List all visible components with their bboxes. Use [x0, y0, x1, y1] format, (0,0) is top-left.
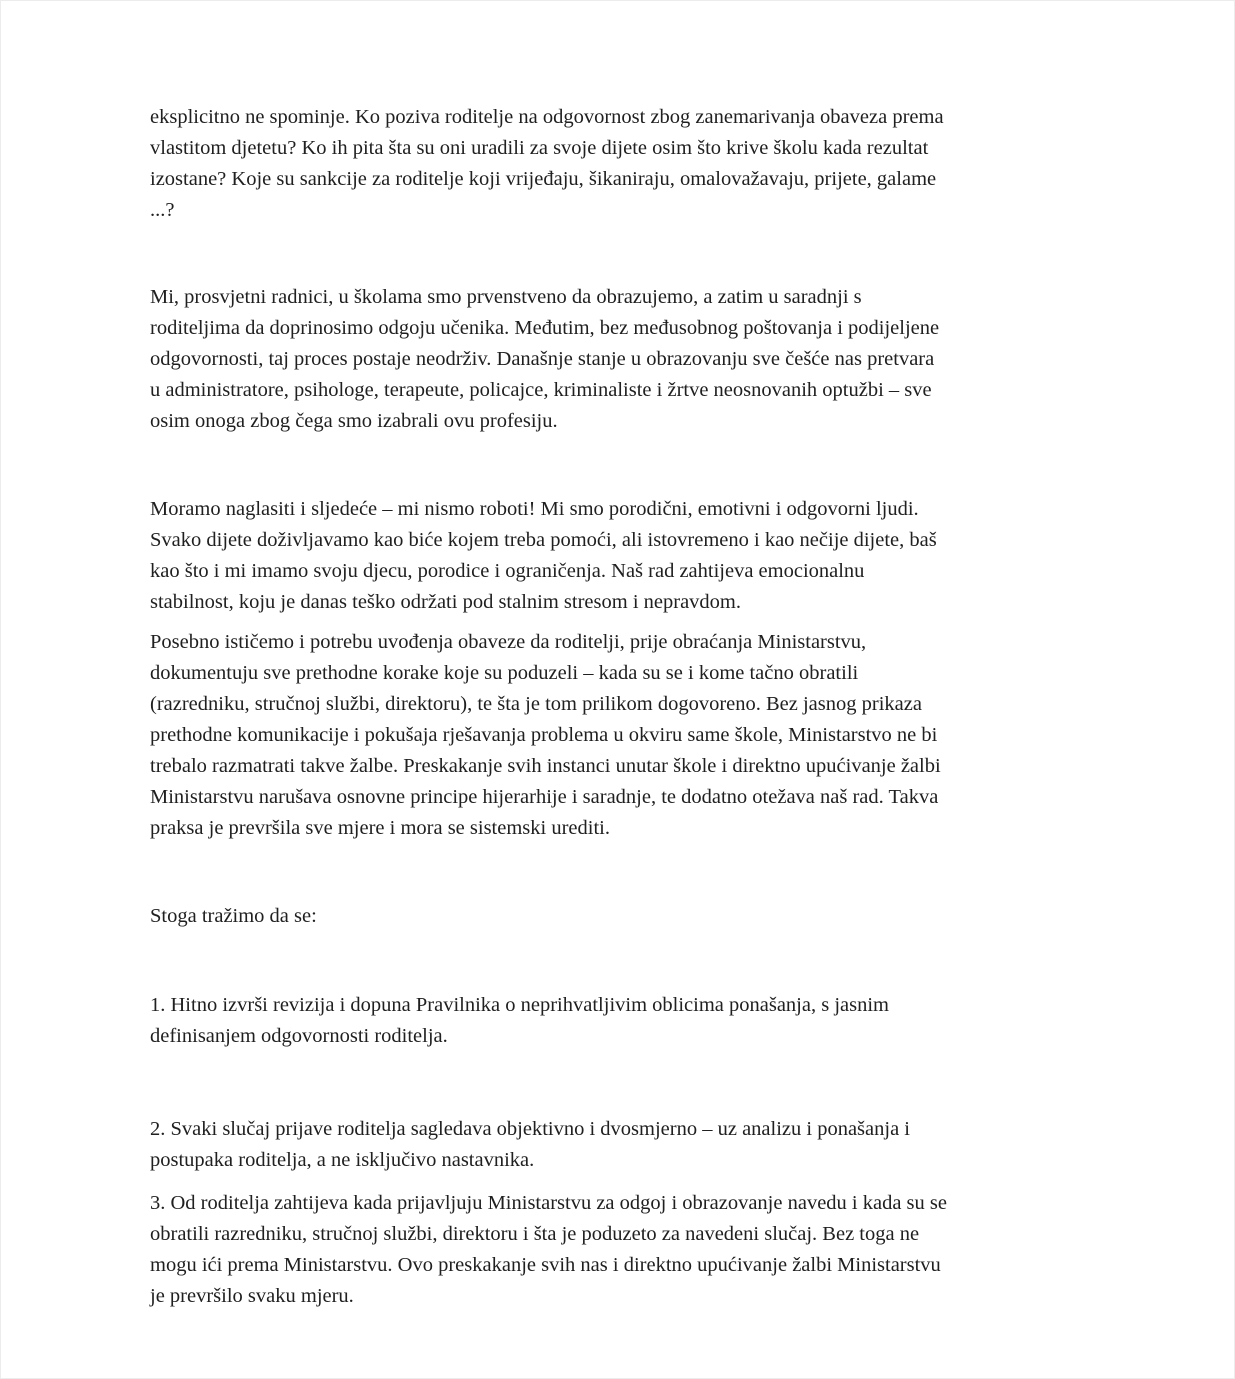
text-line: osim onoga zbog čega smo izabrali ovu profesiju. [150, 410, 558, 432]
text-line: u administratore, psihologe, terapeute, policajce, kriminaliste i žrtve neosnovanih optužbi – sve [150, 379, 932, 401]
text-line: eksplicitno ne spominje. Ko poziva roditelje na odgovornost zbog zanemarivanja obaveza prema [150, 106, 944, 128]
text-line: 1. Hitno izvrši revizija i dopuna Pravilnika o neprihvatljivim oblicima ponašanja, s jasnim [150, 994, 889, 1016]
text-line: Posebno ističemo i potrebu uvođenja obaveze da roditelji, prije obraćanja Ministarstvu, [150, 631, 867, 653]
text-line: definisanjem odgovornosti roditelja. [150, 1025, 448, 1047]
text-line: (razredniku, stručnoj službi, direktoru), te šta je tom prilikom dogovoreno. Bez jasnog prikaza [150, 693, 922, 715]
text-line: praksa je prevršila sve mjere i mora se sistemski urediti. [150, 817, 610, 839]
text-line: 3. Od roditelja zahtijeva kada prijavljuju Ministarstvu za odgoj i obrazovanje navedu i kada su se [150, 1192, 947, 1214]
paragraph-intro [150, 102, 1085, 226]
demands-intro [150, 901, 1085, 932]
text-line: vlastitom djetetu? Ko ih pita šta su oni uradili za svoje dijete osim što krive školu kada rezultat [150, 137, 929, 159]
text-line: trebalo razmatrati takve žalbe. Preskakanje svih instanci unutar škole i direktno upućivanje žalbi [150, 755, 941, 777]
text-line: izostane? Koje su sankcije za roditelje koji vrijeđaju, šikaniraju, omalovažavaju, prijete, galame [150, 168, 937, 190]
text-line: 2. Svaki slučaj prijave roditelja sagledava objektivno i dvosmjerno – uz analizu i ponašanja i [150, 1118, 911, 1140]
demand-3 [150, 1188, 1085, 1312]
text-line: stabilnost, koju je danas teško održati pod stalnim stresom i nepravdom. [150, 591, 741, 613]
text-line: ...? [150, 199, 175, 221]
paragraph-teachers [150, 282, 1085, 437]
text-line: odgovornosti, taj proces postaje neodrživ. Današnje stanje u obrazovanju sve češće nas pretvara [150, 348, 935, 370]
text-line: dokumentuju sve prethodne korake koje su poduzeli – kada su se i kome tačno obratili [150, 662, 859, 684]
text-line: mogu ići prema Ministarstvu. Ovo preskakanje svih nas i direktno upućivanje žalbi Ministarstvu [150, 1254, 941, 1276]
text-line: postupaka roditelja, a ne isključivo nastavnika. [150, 1149, 535, 1171]
text-line: roditeljima da doprinosimo odgoju učenika. Međutim, bez međusobnog poštovanja i podijeljene [150, 317, 940, 339]
text-line: Stoga tražimo da se: [150, 905, 317, 927]
paragraph-obligation [150, 627, 1085, 844]
text-line: Svako dijete doživljavamo kao biće kojem treba pomoći, ali istovremeno i kao nečije dijete, baš [150, 529, 937, 551]
demand-1 [150, 990, 1085, 1052]
text-line: prethodne komunikacije i pokušaja rješavanja problema u okviru same škole, Ministarstvo ne bi [150, 724, 938, 746]
text-line: Mi, prosvjetni radnici, u školama smo prvenstveno da obrazujemo, a zatim u saradnji s [150, 286, 862, 308]
text-line: kao što i mi imamo svoju djecu, porodice i ograničenja. Naš rad zahtijeva emocionalnu [150, 560, 865, 582]
text-line: Moramo naglasiti i sljedeće – mi nismo roboti! Mi smo porodični, emotivni i odgovorni ljudi. [150, 498, 919, 520]
paragraph-not-robots [150, 494, 1085, 618]
text-line: obratili razredniku, stručnoj službi, direktoru i šta je poduzeto za navedeni slučaj. Bez toga ne [150, 1223, 920, 1245]
text-line: Ministarstvu narušava osnovne principe hijerarhije i saradnje, te dodatno otežava naš rad. Takva [150, 786, 939, 808]
text-line: je prevršilo svaku mjeru. [150, 1285, 354, 1307]
demand-2 [150, 1114, 1085, 1176]
